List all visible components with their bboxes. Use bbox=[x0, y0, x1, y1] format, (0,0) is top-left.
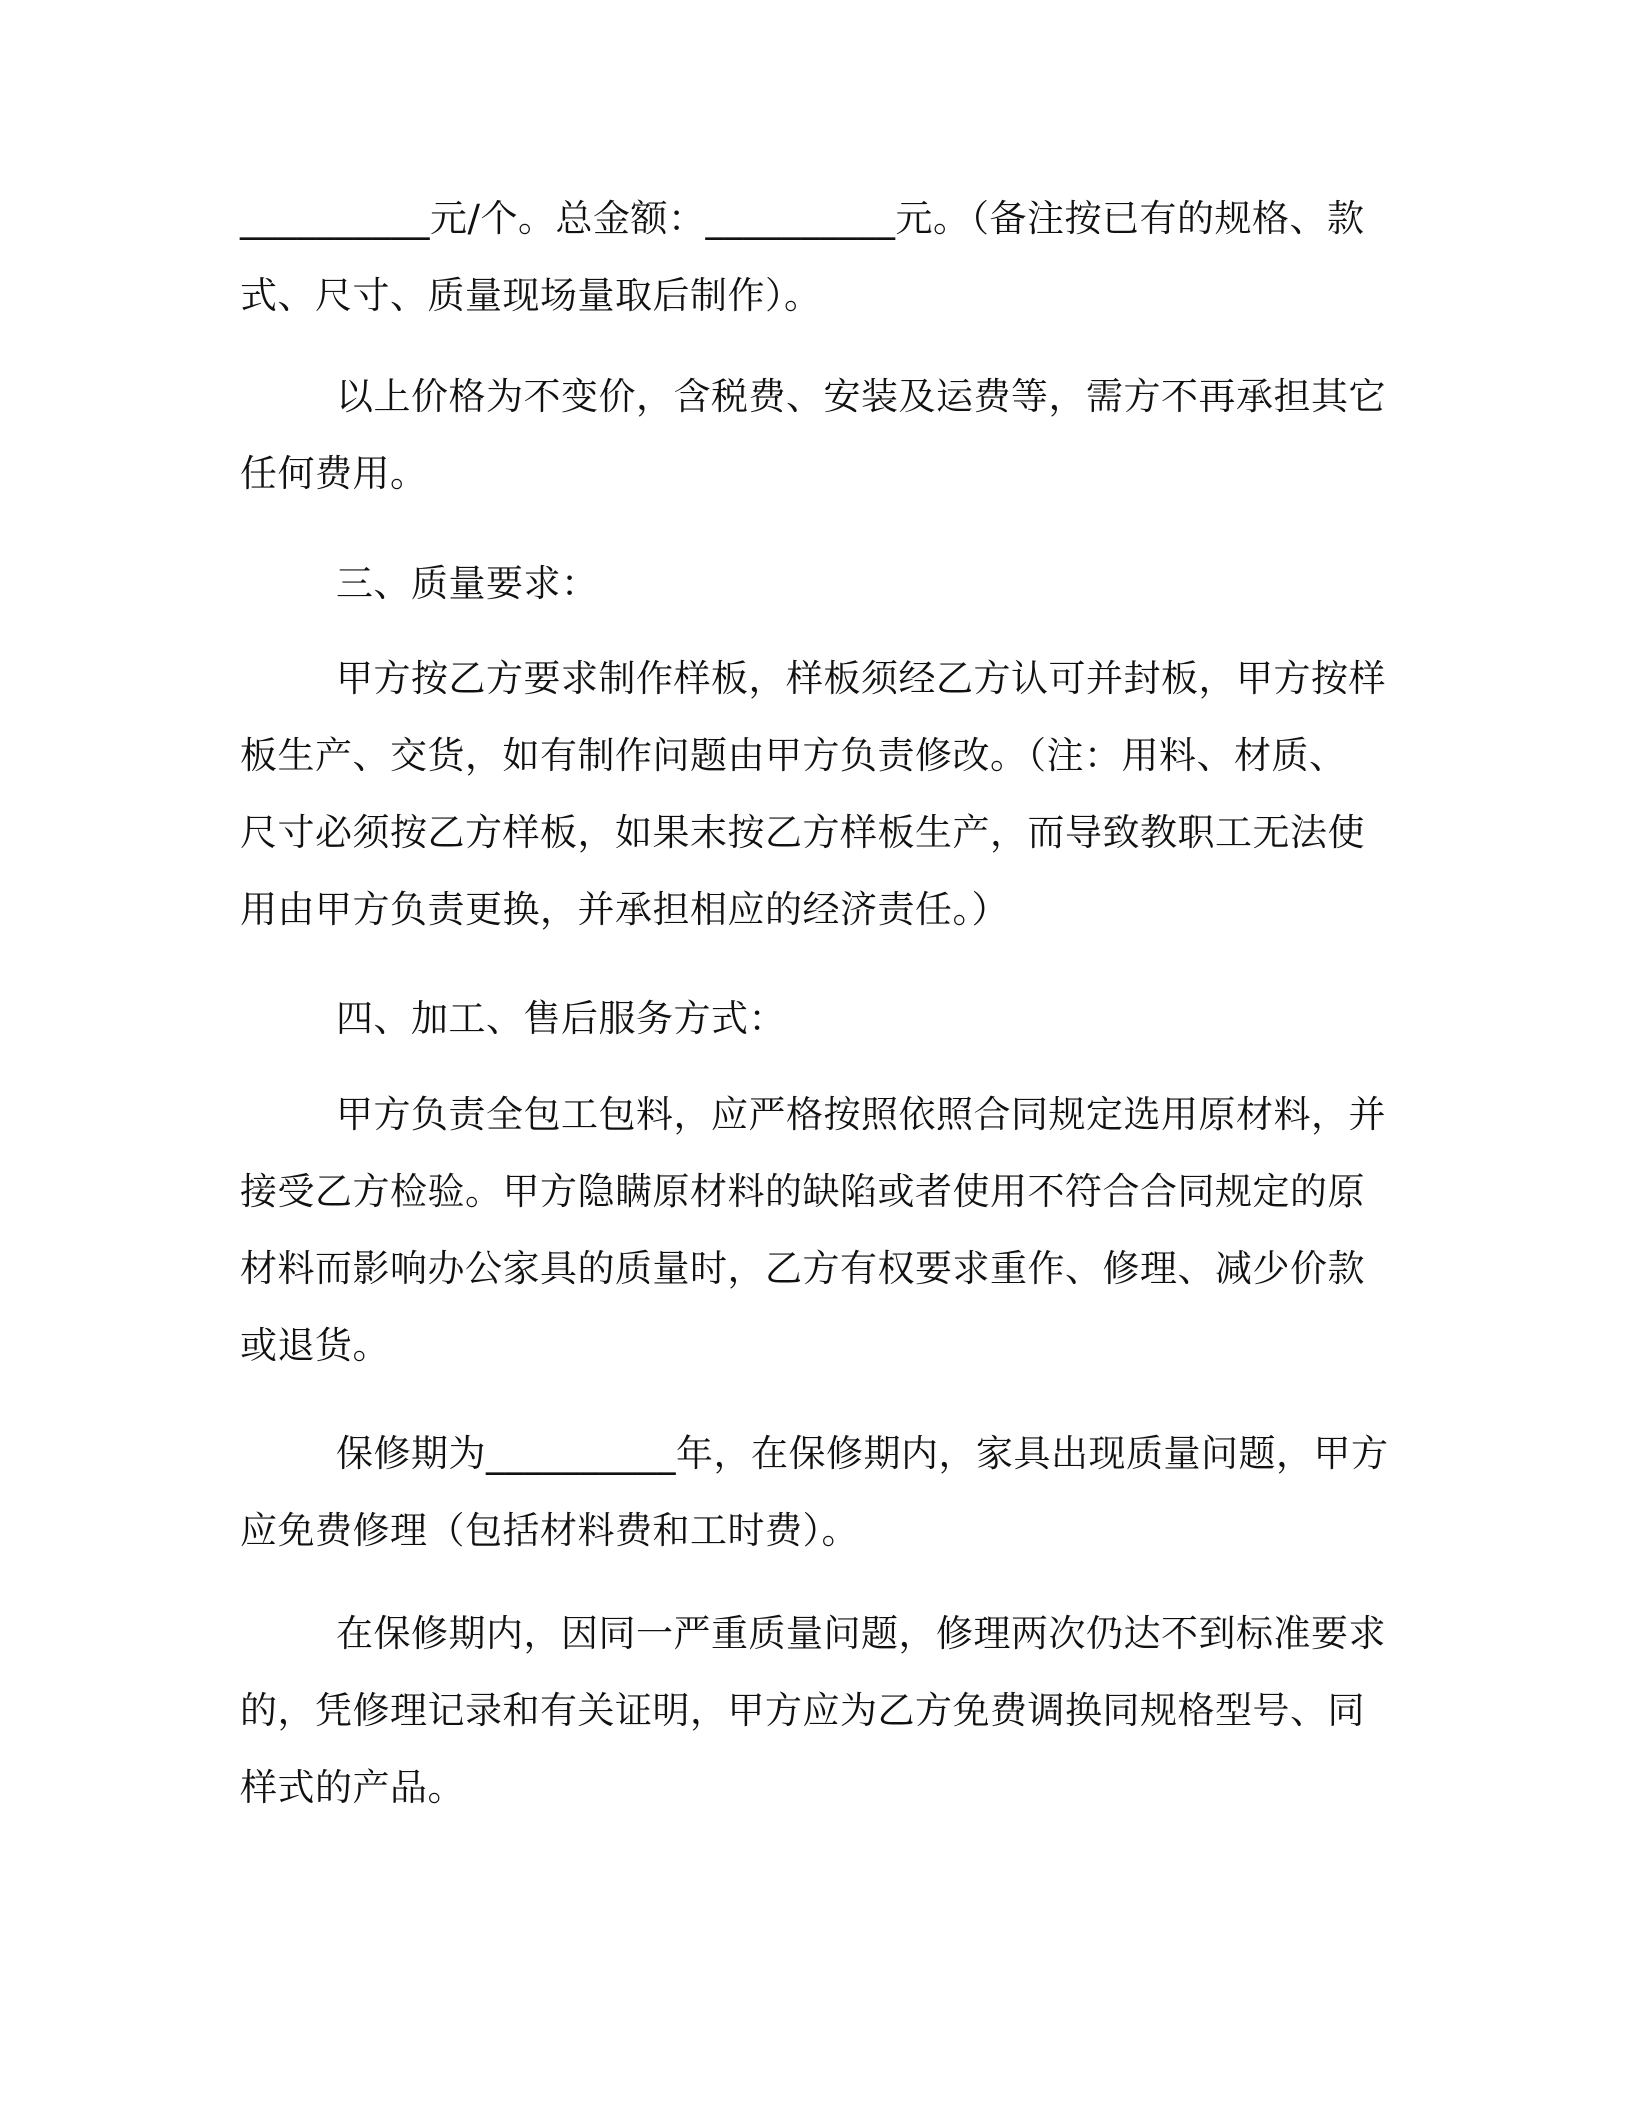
heading-line: 四、加工、售后服务方式： bbox=[336, 997, 786, 1040]
paragraph-line: 式、尺寸、质量现场量取后制作）。 bbox=[240, 274, 822, 317]
paragraph-line: 或退货。 bbox=[240, 1324, 390, 1367]
paragraph-line: 样式的产品。 bbox=[240, 1766, 465, 1809]
paragraph-line: 保修期为__________年，在保修期内，家具出现质量问题，甲方 bbox=[336, 1432, 1389, 1475]
paragraph-line: 在保修期内，因同一严重质量问题，修理两次仍达不到标准要求 bbox=[336, 1612, 1386, 1655]
section-heading-quality bbox=[240, 545, 1380, 622]
paragraph-fixed-price bbox=[240, 358, 1386, 512]
paragraph-line: 用由甲方负责更换，并承担相应的经济责任。） bbox=[240, 888, 1009, 931]
paragraph-line: 板生产、交货，如有制作问题由甲方负责修改。（注：用料、材质、 bbox=[240, 734, 1347, 777]
paragraph-sample-requirements bbox=[240, 640, 1386, 948]
paragraph-line: 接受乙方检验。甲方隐瞒原材料的缺陷或者使用不符合合同规定的原 bbox=[240, 1170, 1365, 1213]
paragraph-materials bbox=[240, 1076, 1386, 1384]
paragraph-warranty-replacement bbox=[240, 1595, 1386, 1826]
paragraph-line: 的，凭修理记录和有关证明，甲方应为乙方免费调换同规格型号、同 bbox=[240, 1689, 1365, 1732]
paragraph-line: 以上价格为不变价，含税费、安装及运费等，需方不再承担其它 bbox=[336, 375, 1386, 418]
paragraph-line: 甲方按乙方要求制作样板，样板须经乙方认可并封板，甲方按样 bbox=[336, 657, 1386, 700]
paragraph-line: 甲方负责全包工包料，应严格按照依照合同规定选用原材料，并 bbox=[336, 1093, 1386, 1136]
paragraph-price-total bbox=[240, 180, 1380, 334]
paragraph-warranty-period bbox=[240, 1415, 1389, 1569]
paragraph-line: __________元/个。总金额：__________元。（备注按已有的规格、款 bbox=[240, 197, 1365, 240]
paragraph-line: 任何费用。 bbox=[240, 452, 428, 495]
section-heading-service bbox=[240, 980, 1380, 1057]
paragraph-line: 应免费修理（包括材料费和工时费）。 bbox=[240, 1509, 859, 1552]
paragraph-line: 尺寸必须按乙方样板，如果末按乙方样板生产，而导致教职工无法使 bbox=[240, 811, 1365, 854]
heading-line: 三、质量要求： bbox=[336, 562, 599, 605]
paragraph-line: 材料而影响办公家具的质量时，乙方有权要求重作、修理、减少价款 bbox=[240, 1247, 1365, 1290]
